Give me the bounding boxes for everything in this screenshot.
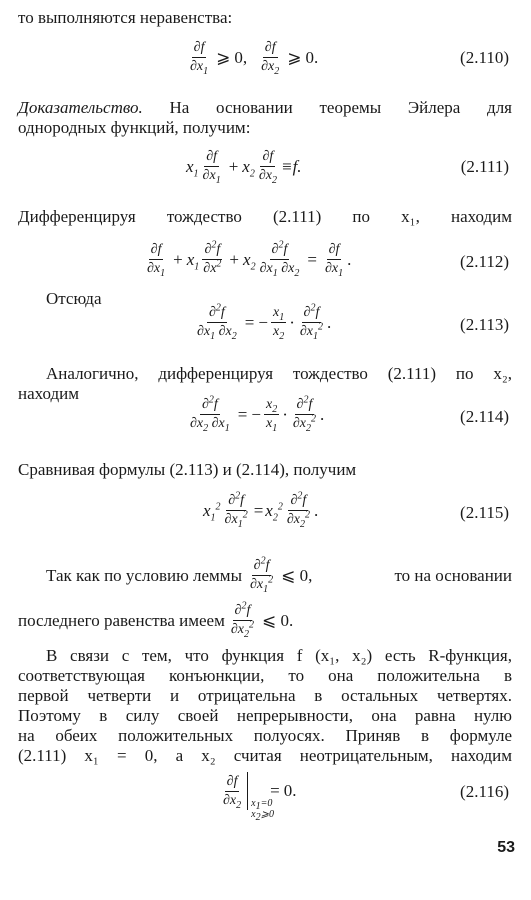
text-line: на обеих положительных полуосях. Приняв в формуле bbox=[18, 726, 512, 745]
equation-2-114: $\frac{\partial^2f}{\partial x_2 \partial x_1}$ = − $\frac{x_2}{x_1}$ · $\frac{\partial^2f}{\partial x_2^2}$ . (2.114) bbox=[190, 394, 509, 434]
text-line: первой четверти и отрицательна в остальных четвертях. bbox=[18, 686, 512, 705]
equation-number: (2.112) bbox=[460, 252, 509, 271]
equation-number: (2.114) bbox=[460, 407, 509, 426]
equation-number: (2.116) bbox=[460, 782, 509, 801]
text-line: Дифференцируя тождество (2.111) по x₁, находим bbox=[18, 207, 512, 226]
text-line: Отсюда bbox=[46, 289, 102, 308]
equation-2-110: $\frac{\partial f}{\partial x_1}$ ⩾ 0, $\frac{\partial f}{\partial x_2}$ ⩾ 0. (2.110) bbox=[190, 40, 509, 77]
equation-number: (2.110) bbox=[460, 48, 509, 67]
proof-heading: Доказательство. bbox=[18, 98, 143, 117]
text-span: Так как по условию леммы bbox=[46, 565, 242, 585]
text-line: соответствующая конъюнкции, то она положительна в bbox=[18, 666, 512, 685]
text-line: Так как по условию леммы $\frac{\partial^2f}{\partial x_1^2}$ ⩽ 0, то на основании bbox=[46, 555, 512, 595]
text-line: В связи с тем, что функция f (x₁, x₂) есть R-функция, bbox=[46, 646, 512, 665]
page-number: 53 bbox=[497, 839, 515, 856]
equation-number: (2.115) bbox=[460, 503, 509, 522]
text-line: то выполняются неравенства: bbox=[18, 8, 233, 27]
equation-number: (2.113) bbox=[460, 315, 509, 334]
text-line bbox=[18, 98, 512, 118]
text-line: Поэтому в силу своей непрерывности, она равна нулю bbox=[18, 706, 512, 725]
text-span: то на основании bbox=[394, 565, 512, 585]
text-line: находим bbox=[18, 384, 80, 403]
text-line: последнего равенства имеем $\frac{\partial^2f}{\partial x_2^2}$ ⩽ 0. bbox=[18, 600, 294, 640]
text-line: однородных функций, получим: bbox=[18, 118, 251, 137]
equation-2-113: $\frac{\partial^2f}{\partial x_1 \partial x_2}$ = − $\frac{x_1}{x_2}$ · $\frac{\partial^2f}{\partial x_1^2}$ . (2.113) bbox=[197, 302, 509, 342]
equation-number: (2.111) bbox=[460, 157, 509, 176]
equation-2-116: $\frac{\partial f}{\partial x_2}$ $x_1=0$ $x_2⩾0$ = 0. (2.116) bbox=[223, 773, 509, 823]
text-line: (2.111) x₁ = 0, а x₂ считая неотрицательным, находим bbox=[18, 746, 512, 765]
equation-2-112: $\frac{\partial f}{\partial x_1}$ + $x_1$ $\frac{\partial^2f}{\partial x^2}$ + $x_2$ $\frac{\partial^2f}{\partial x_1 \partial x_2}$ = $\frac{\partial f}{\partial x_1}$ . (2.112) bbox=[147, 239, 509, 279]
text-line: Сравнивая формулы (2.113) и (2.114), получим bbox=[18, 460, 357, 479]
text-line: Аналогично, дифференцируя тождество (2.111) по x₂, bbox=[46, 364, 512, 383]
equation-2-111: $x_1$ $\frac{\partial f}{\partial x_1}$ + $x_2$ $\frac{\partial f}{\partial x_2}$ ≡ f. (2.111) bbox=[186, 149, 509, 186]
text-span: последнего равенства имеем bbox=[18, 610, 225, 630]
equation-2-115: $x_1^2$ $\frac{\partial^2f}{\partial x_1^2}$ = $x_2^2$ $\frac{\partial^2f}{\partial x_2^2}$ . (2.115) bbox=[203, 490, 509, 530]
text-span: На основании теоремы Эйлера для bbox=[142, 98, 512, 117]
